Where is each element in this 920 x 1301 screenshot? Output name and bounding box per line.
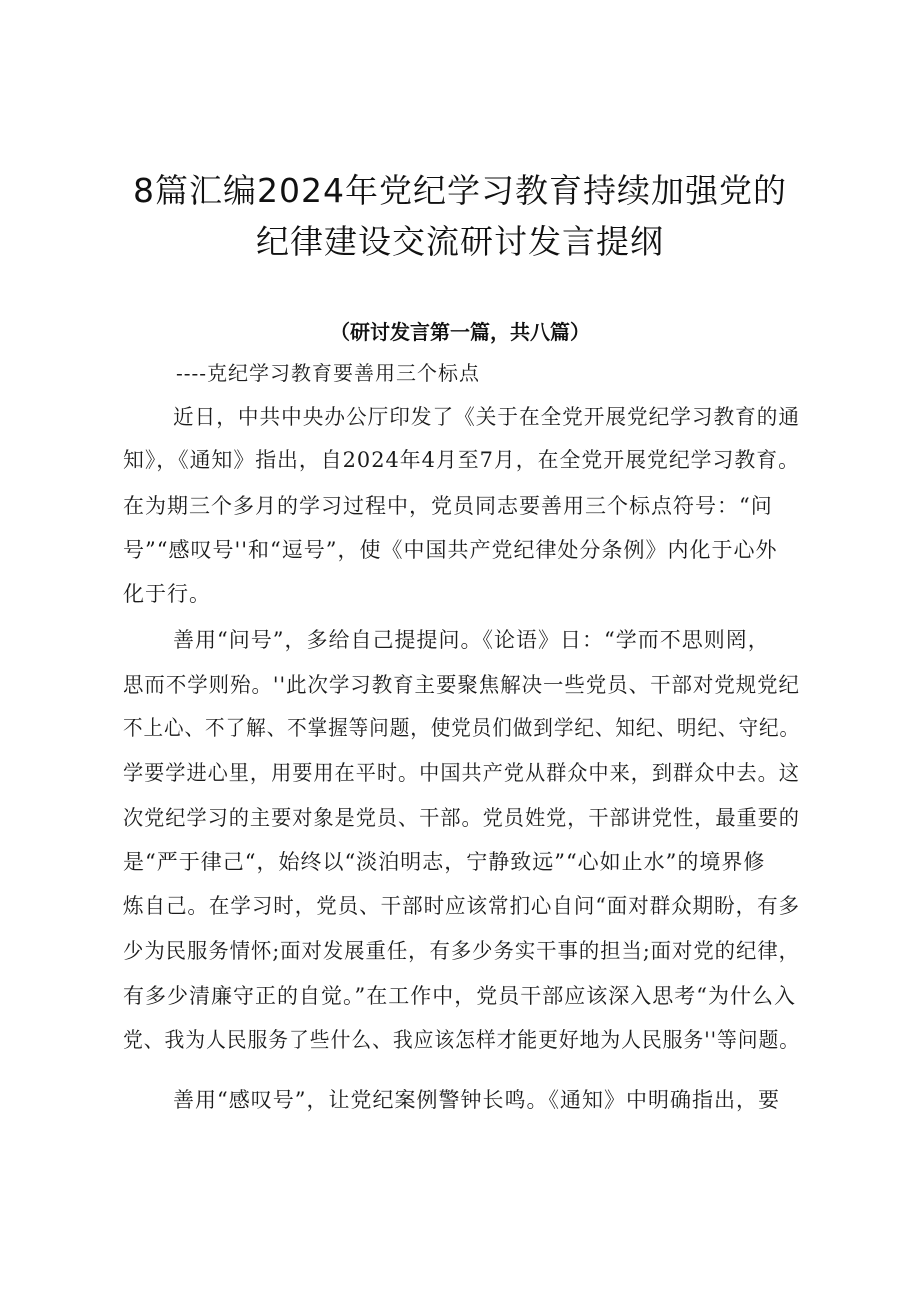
paragraph-1-line: 号”“感叹号''和“逗号”，使《中国共产党纪律处分条例》内化于心外 xyxy=(123,538,778,562)
section-topic: ----克纪学习教育要善用三个标点 xyxy=(176,361,481,385)
paragraph-2-line: 思而不学则殆。''此次学习教育主要聚焦解决一些党员、干部对党规党纪 xyxy=(123,673,800,697)
document-title-line-2: 纪律建设交流研讨发言提纲 xyxy=(256,222,664,261)
paragraph-2-line: 善用“问号”，多给自己提提问。《论语》日：“学而不思则罔， xyxy=(173,628,770,652)
paragraph-1-line: 在为期三个多月的学习过程中，党员同志要善用三个标点符号：“问 xyxy=(123,494,773,518)
paragraph-1-line: 化于行。 xyxy=(123,582,211,606)
paragraph-2-line: 学要学进心里，用要用在平时。中国共产党从群众中来，到群众中去。这 xyxy=(123,761,800,785)
paragraph-3-line: 善用“感叹号”，让党纪案例警钟长鸣。《通知》中明确指出，要 xyxy=(173,1088,780,1112)
document-subtitle: （研讨发言第一篇，共八篇） xyxy=(330,320,590,344)
paragraph-2-line: 炼自己。在学习时，党员、干部时应该常扪心自问“面对群众期盼，有多 xyxy=(123,894,801,918)
paragraph-2-line: 有多少清廉守正的自觉。”在工作中，党员干部应该深入思考“为什么入 xyxy=(123,984,796,1008)
paragraph-2-line: 党、我为人民服务了些什么、我应该怎样才能更好地为人民服务''等问题。 xyxy=(123,1028,801,1052)
paragraph-1-line: 知》，《通知》指出，自2024年4月至7月，在全党开展党纪学习教育。 xyxy=(123,448,801,472)
paragraph-1-line: 近日，中共中央办公厅印发了《关于在全党开展党纪学习教育的通 xyxy=(173,405,801,429)
paragraph-2-line: 是“严于律己“，始终以“淡泊明志，宁静致远”“心如止水”的境界修 xyxy=(123,850,766,874)
paragraph-2-line: 少为民服务情怀;面对发展重任，有多少务实干事的担当;面对党的纪律， xyxy=(123,939,801,963)
paragraph-2-line: 次党纪学习的主要对象是党员、干部。党员姓党，干部讲党性，最重要的 xyxy=(123,806,800,830)
paragraph-2-line: 不上心、不了解、不掌握等问题，使党员们做到学纪、知纪、明纪、守纪。 xyxy=(123,716,800,740)
document-title-line-1: 8篇汇编2024年党纪学习教育持续加强党的 xyxy=(133,171,787,210)
